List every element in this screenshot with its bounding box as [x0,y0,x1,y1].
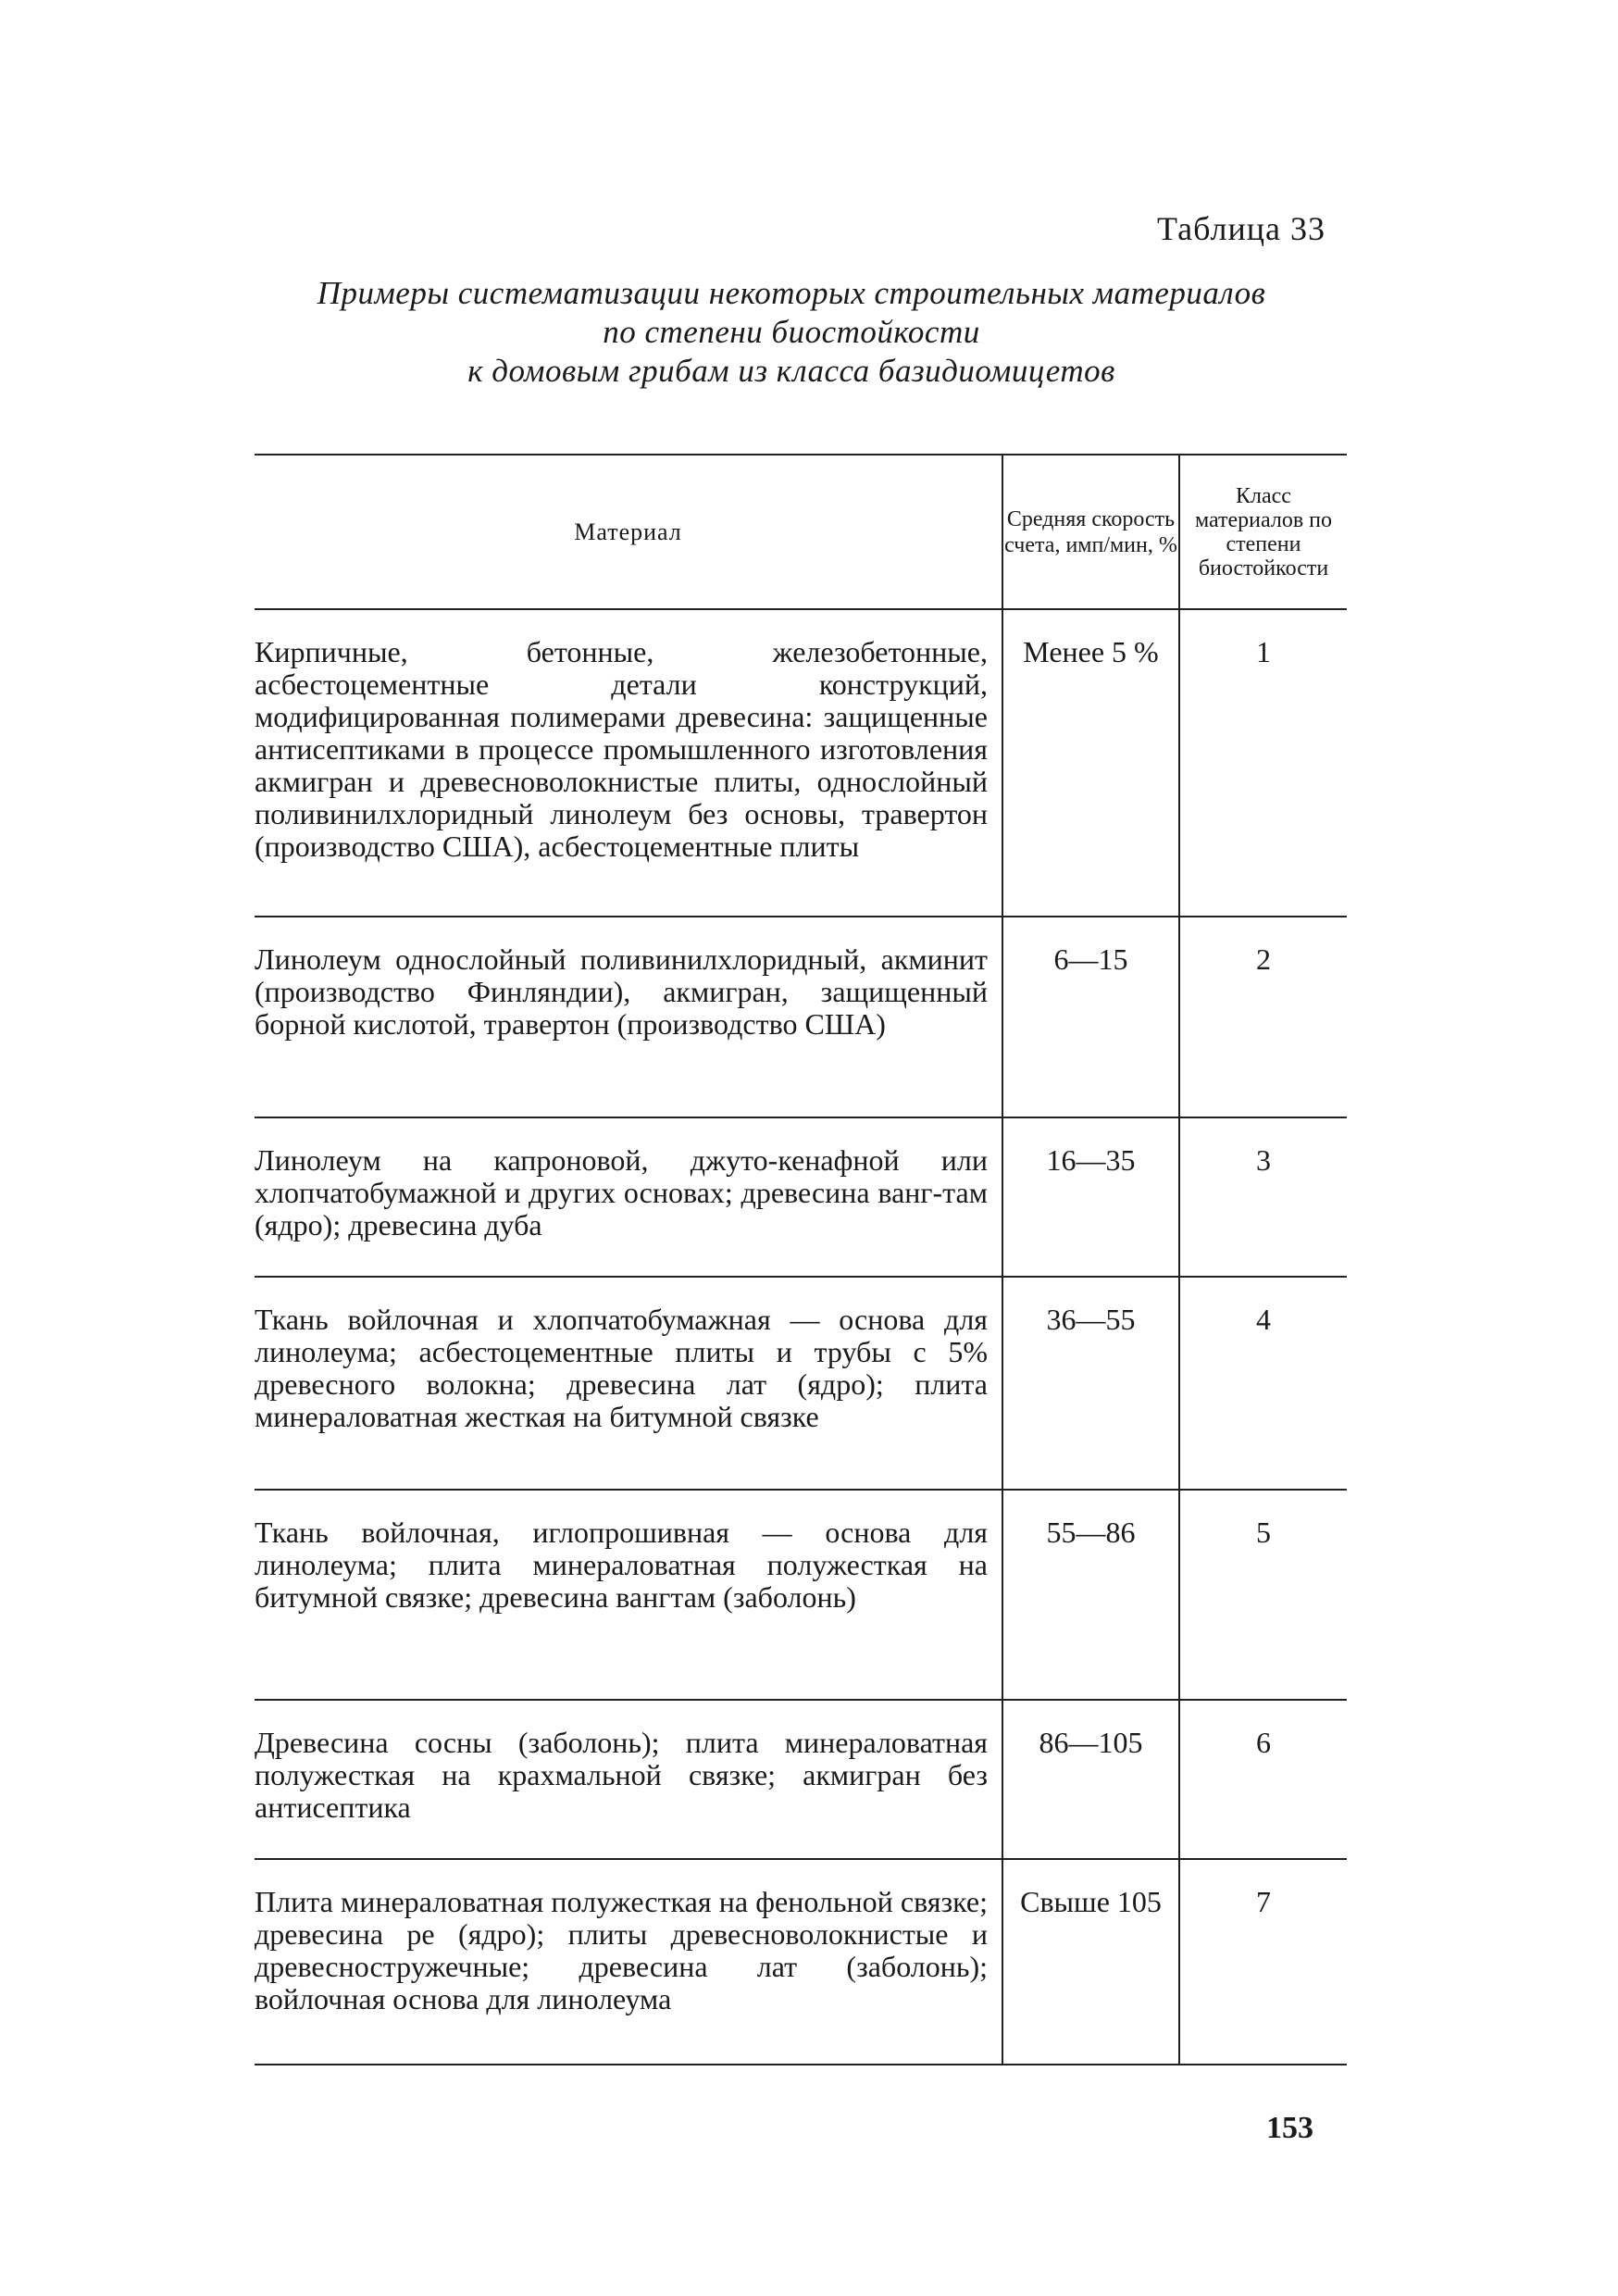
rate-cell: 16—35 [1046,1143,1136,1177]
table-label: Таблица 33 [1157,210,1326,247]
column-divider [1178,1701,1180,1858]
rate-cell: Свыше 105 [1020,1885,1162,1918]
table-row [255,1491,1347,1699]
material-cell: Ткань войлочная и хлопчатобумажная — основа для линолеума; асбестоцементные плиты и трубы с 5% древесного волокна; древесина лат (ядро); плита минераловатная жесткая на битумной связке [255,1303,988,1433]
column-divider [1002,1118,1003,1276]
table-bottom-rule [255,2064,1347,2065]
class-cell: 2 [1256,942,1271,976]
material-cell: Линолеум на капроновой, джуто-кенафной или хлопчатобумажной и других основах; древесина ванг-там (ядро); древесина дуба [255,1143,988,1242]
rate-cell: Менее 5 % [1023,635,1159,668]
column-divider [1002,1701,1003,1858]
class-cell: 1 [1256,635,1271,668]
class-cell: 5 [1256,1516,1271,1549]
material-cell: Плита минераловатная полужесткая на фенольной связке; древесина ре (ядро); плиты древесноволокнистые и древесностружечные; древесина лат (заболонь); войлочная основа для линолеума [255,1885,988,2015]
class-cell: 7 [1256,1885,1271,1918]
material-cell: Древесина сосны (заболонь); плита минераловатная полужесткая на крахмальной связке; акмигран без антисептика [255,1726,988,1824]
header-class: Класс материалов по степени биостойкости [1194,483,1333,580]
table-row [255,610,1347,916]
page-number: 153 [1266,2111,1313,2145]
table-row [255,1118,1347,1276]
rate-cell: 55—86 [1046,1516,1136,1549]
class-cell: 3 [1256,1143,1271,1177]
rate-cell: 6—15 [1053,942,1128,976]
caption-line-3: к домовым грибам из класса базидиомицетов [467,353,1115,389]
table-row [255,1701,1347,1858]
class-cell: 4 [1256,1303,1271,1336]
header-rate: Средняя скорость счета, имп/мин, % [1004,506,1177,557]
material-cell: Линолеум однослойный поливинилхлоридный, акминит (производство Финляндии), акмигран, защищенный борной кислотой, травертон (производство США) [255,942,988,1041]
table-row [255,1860,1347,2064]
table-header [255,455,1347,608]
caption-line-2: по степени биостойкости [603,314,980,350]
header-material: Материал [574,518,682,545]
table-row [255,917,1347,1117]
data-table [255,454,1347,2065]
column-divider [1178,1118,1180,1276]
table-row [255,1278,1347,1489]
rate-cell: 36—55 [1046,1303,1136,1336]
class-cell: 6 [1256,1726,1271,1759]
material-cell: Ткань войлочная, иглопрошивная — основа для линолеума; плита минераловатная полужесткая на битумной связке; древесина вангтам (заболонь) [255,1516,988,1614]
table-caption [259,274,1324,391]
rate-cell: 86—105 [1039,1726,1143,1759]
material-cell: Кирпичные, бетонные, железобетонные, асбестоцементные детали конструкций, модифицированная полимерами древесина: защищенные антисептиками в процессе промышленного изготовления акмигран и древесноволокнистые плиты, однослойный поливинилхлоридный линолеум без основы, травертон (производство США), асбестоцементные плиты [255,635,988,863]
caption-line-1: Примеры систематизации некоторых строительных материалов [317,275,1266,311]
